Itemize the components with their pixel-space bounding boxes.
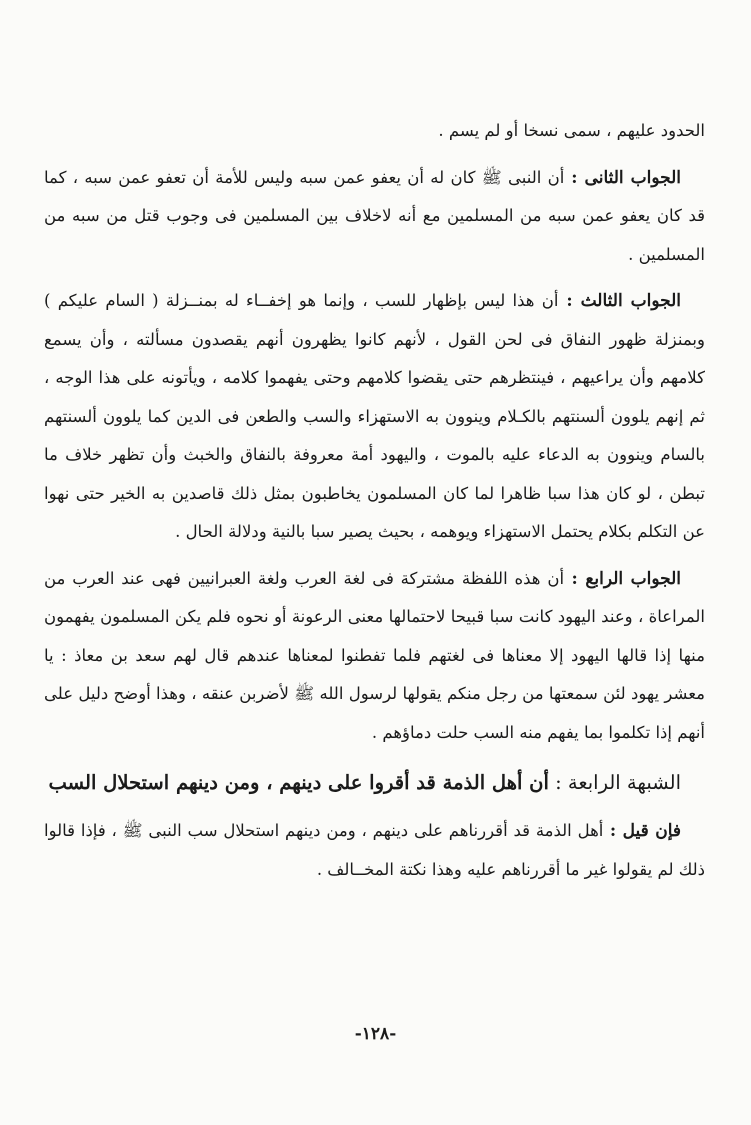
section-heading-label: الشبهة الرابعة : <box>548 771 681 794</box>
paragraph-third-answer <box>44 282 705 552</box>
paragraph-text: أن هذه اللفظة مشتركة فى لغة العرب ولغة العبرانيين فهى عند العرب من المراعاة ، وعند اليهود كانت سبا قبيحا لاحتمالها معنى الرعونة أو نحوه فلم يكن المسلمون يفهمون منها إذا قالها اليهود إلا معناها فى لغتهم فلما تفطنوا لمعناها عندهم قال لهم سعد بن معاذ : يا معشر يهود لئن سمعتها من رجل منكم يقولها لرسول الله ﷺ لأضربن عنقه ، وهذا أوضح دليل على أنهم إذا تكلموا بما يفهم منه السب حلت دماؤهم . <box>44 568 705 742</box>
paragraph-second-answer <box>44 159 705 275</box>
page-number: -١٢٨- <box>354 1024 397 1044</box>
paragraph-text: أن النبى ﷺ كان له أن يعفو عمن سبه وليس للأمة أن تعفو عمن سبه ، كما قد كان يعفو عمن سبه من المسلمين مع أنه لاخلاف بين المسلمين فى وجوب قتل من سبه من المسلمين . <box>44 167 705 264</box>
paragraph-lead: الجواب الثالث : <box>558 291 681 311</box>
paragraph-text: الحدود عليهم ، سمى نسخا أو لم يسم . <box>438 121 705 140</box>
section-heading <box>44 762 705 804</box>
paragraph-fourth-answer <box>44 560 705 753</box>
paragraph-text: أهل الذمة قد أقررناهم على دينهم ، ومن دينهم استحلال سب النبى ﷺ ، فإذا قالوا ذلك لم يقولوا غير ما أقررناهم عليه وهذا نكتة المخــالف . <box>44 821 705 879</box>
paragraph-lead: فإن قيل : <box>603 821 681 841</box>
paragraph-continuation <box>44 112 705 151</box>
paragraph-lead: الجواب الثانى : <box>564 167 682 188</box>
paragraph-text: أن هذا ليس بإظهار للسب ، وإنما هو إخفــاء له بمنــزلة ( السام عليكم ) وبمنزلة ظهور النفاق فى لحن القول ، لأنهم كانوا يظهرون أنهم يقصدون مسألته ، وأن يسمع كلامهم وأن يراعيهم ، فينتظرهم حتى يقضوا كلامهم وحتى يفهموا كلامه ، ويأتونه على هذا الوجه ، ثم إنهم يلوون ألسنتهم بالكـلام وينوون به الاستهزاء والسب والطعن فى الدين كما يلوون ألسنتهم بالسام وينوون به الدعاء عليه بالموت ، واليهود أمة معروفة بالنفاق والخبث وأن تظهر خلاف ما تبطن ، لو كان هذا سبا ظاهرا لما كان المسلمون يخاطبون بمثل ذلك قاصدين به الخير حتى نهوا عن التكلم بكلام يحتمل الاستهزاء ويوهمه ، بحيث يصير سبا بالنية ودلالة الحال . <box>44 291 705 541</box>
paragraph-lead: الجواب الرابع : <box>564 568 681 589</box>
section-heading-title: أن أهل الذمة قد أقروا على دينهم ، ومن دينهم استحلال السب <box>48 771 549 794</box>
paragraph-objection <box>44 812 705 889</box>
